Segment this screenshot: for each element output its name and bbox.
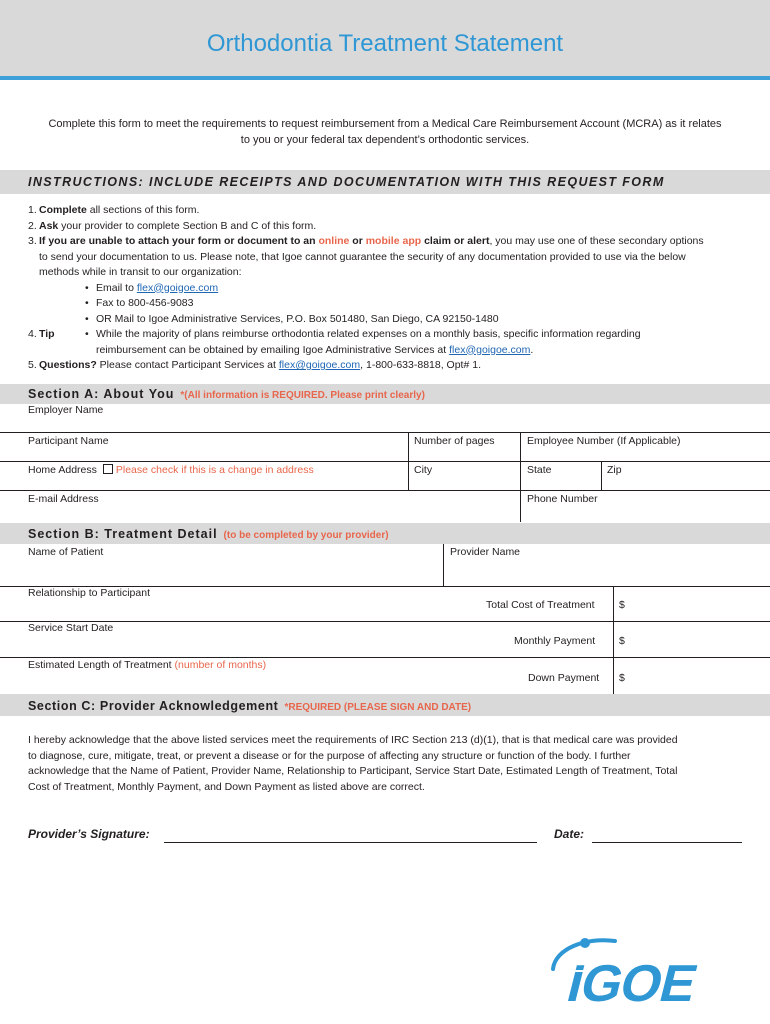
participant-name-field[interactable] <box>0 432 408 461</box>
igoe-logo-graphic <box>545 935 750 1005</box>
tip-email-link[interactable]: flex@goigoe.com <box>449 343 531 356</box>
intro-text <box>20 116 750 148</box>
email-address-label: E-mail Address <box>28 493 99 505</box>
down-payment-field[interactable] <box>614 657 770 694</box>
number-of-pages-label: Number of pages <box>414 435 495 447</box>
section-b-bar <box>0 523 770 544</box>
employer-name-label: Employer Name <box>28 404 104 416</box>
employer-name-field[interactable] <box>28 404 768 432</box>
phone-number-label: Phone Number <box>527 493 598 505</box>
phone-number-field[interactable] <box>521 490 770 522</box>
monthly-payment-label: Monthly Payment <box>514 635 596 647</box>
bullet-mail: • OR Mail to Igoe Administrative Services, P.O. Box 501480, San Diego, CA 92150-1480 <box>85 312 499 325</box>
logo-text: IGOE <box>561 954 703 1005</box>
instructions-list: 1. Complete all sections of this form. 2. Ask your provider to complete Section B and C of this form. 3. If you are unable to attach your form or document to an online or mobile app claim or alert, you may use one of these secondary options to send your documentation to us. Please note, that Igoe cannot guarantee the security of any documentation provided to use via the below methods while in transit to our organization: • Email to flex@goigoe.com • Fax to 800-456-9083 • OR Mail to Igoe Administrative Services, P.O. Box 501480, San Diego, CA 92150-1480 4. Tip • While the majority of plans reimburse orthodontia related expenses on a monthly basis, specific information regarding reimbursement can be obtained by emailing Igoe Administrative Services at flex@goigoe.com. 5. Questions? Please contact Participant Services at flex@goigoe.com, 1-800-633-8818, Opt# 1. <box>28 203 758 374</box>
instruction-2-bold: Ask <box>39 219 59 232</box>
monthly-payment-field[interactable] <box>614 621 770 657</box>
provider-name-field[interactable] <box>444 544 770 586</box>
intro-line-2: to you or your federal tax dependent’s orthodontic services. <box>240 134 530 146</box>
section-a-note: *(All information is REQUIRED. Please print clearly) <box>180 390 425 401</box>
header-rule <box>0 76 770 80</box>
instruction-item-5: 5. Questions? Please contact Participant Services at flex@goigoe.com, 1-800-633-8818, Opt# 1. <box>28 359 481 371</box>
online-text: online <box>318 235 350 247</box>
address-change-checkbox[interactable] <box>103 464 113 474</box>
monthly-payment-currency: $ <box>619 635 625 647</box>
email-link[interactable]: flex@goigoe.com <box>136 281 219 294</box>
acknowledgement-text: I hereby acknowledge that the above listed services meet the requirements of IRC Section 213 (d)(1), that is that medical care was provided to diagnose, cure, mitigate, treat, or prevent a disease or for the purpose of affecting any structure or function of the body. I further acknowledge that the Name of Patient, Provider Name, Relationship to Participant, Service Start Date, Estimated Length of Treatment, Total Cost of Treatment, Monthly Payment, and Down Payment as listed above are correct. <box>28 734 678 793</box>
state-label: State <box>527 464 552 476</box>
zip-field[interactable] <box>602 461 770 490</box>
participant-name-label: Participant Name <box>28 435 109 447</box>
est-length-label: Estimated Length of Treatment <box>28 659 172 671</box>
bullet-email: • Email to flex@goigoe.com <box>85 281 219 294</box>
instruction-item-3: 3. If you are unable to attach your form or document to an online or mobile app claim or alert, you may use one of these secondary options <box>28 235 704 247</box>
home-address-label: Home Address <box>28 464 97 476</box>
section-a-bar <box>0 384 770 404</box>
instructions-title: INSTRUCTIONS: INCLUDE RECEIPTS AND DOCUMENTATION WITH THIS REQUEST FORM <box>28 175 665 189</box>
section-c-bar <box>0 694 770 716</box>
mobile-app-text: mobile app <box>365 235 422 247</box>
section-c-note: *REQUIRED (PLEASE SIGN AND DATE) <box>284 702 472 713</box>
total-cost-field[interactable] <box>614 586 770 621</box>
city-label: City <box>414 464 433 476</box>
name-of-patient-label: Name of Patient <box>28 546 104 558</box>
signature-field[interactable] <box>164 820 537 842</box>
section-b-note: (to be completed by your provider) <box>223 530 389 541</box>
email-address-field[interactable] <box>0 490 520 522</box>
number-of-pages-field[interactable] <box>409 432 520 461</box>
igoe-logo <box>545 935 750 1005</box>
intro-line-1: Complete this form to meet the requirements to request reimbursement from a Medical Care Reimbursement Account (MCRA) as it relates <box>48 118 722 130</box>
provider-name-label: Provider Name <box>450 546 521 558</box>
tip-label: Tip <box>39 328 55 340</box>
questions-email-link[interactable]: flex@goigoe.com <box>278 359 361 371</box>
employee-number-field[interactable] <box>521 432 770 461</box>
est-length-note: (number of months) <box>174 659 267 671</box>
down-payment-label: Down Payment <box>528 672 600 684</box>
est-length-field[interactable] <box>0 657 613 694</box>
total-cost-currency: $ <box>619 599 625 611</box>
instruction-1-bold: Complete <box>39 204 87 216</box>
page-title: Orthodontia Treatment Statement <box>206 30 564 57</box>
instructions-bar <box>0 170 770 194</box>
down-payment-currency: $ <box>619 672 625 684</box>
date-field[interactable] <box>592 820 742 842</box>
relationship-label: Relationship to Participant <box>28 587 150 599</box>
section-b-title: Section B: Treatment Detail <box>28 527 218 541</box>
instruction-item-2: 2. Ask your provider to complete Section B and C of this form. <box>28 219 317 232</box>
instruction-item-4: 4. Tip • While the majority of plans reimburse orthodontia related expenses on a monthly basis, specific information regarding <box>28 328 641 340</box>
address-change-note: Please check if this is a change in address <box>115 464 314 476</box>
city-field[interactable] <box>409 461 520 490</box>
service-start-label: Service Start Date <box>28 622 114 634</box>
zip-label: Zip <box>607 464 622 476</box>
bullet-fax: • Fax to 800-456-9083 <box>85 297 194 309</box>
employee-number-label: Employee Number (If Applicable) <box>527 435 681 447</box>
date-label: Date: <box>554 827 585 841</box>
total-cost-label: Total Cost of Treatment <box>486 599 595 611</box>
signature-label: Provider’s Signature: <box>28 827 150 841</box>
name-of-patient-field[interactable] <box>0 544 443 586</box>
instruction-item-1: 1. Complete all sections of this form. <box>28 204 200 216</box>
section-c-title: Section C: Provider Acknowledgement <box>28 699 279 713</box>
state-field[interactable] <box>521 461 601 490</box>
section-a-title: Section A: About You <box>28 387 175 401</box>
